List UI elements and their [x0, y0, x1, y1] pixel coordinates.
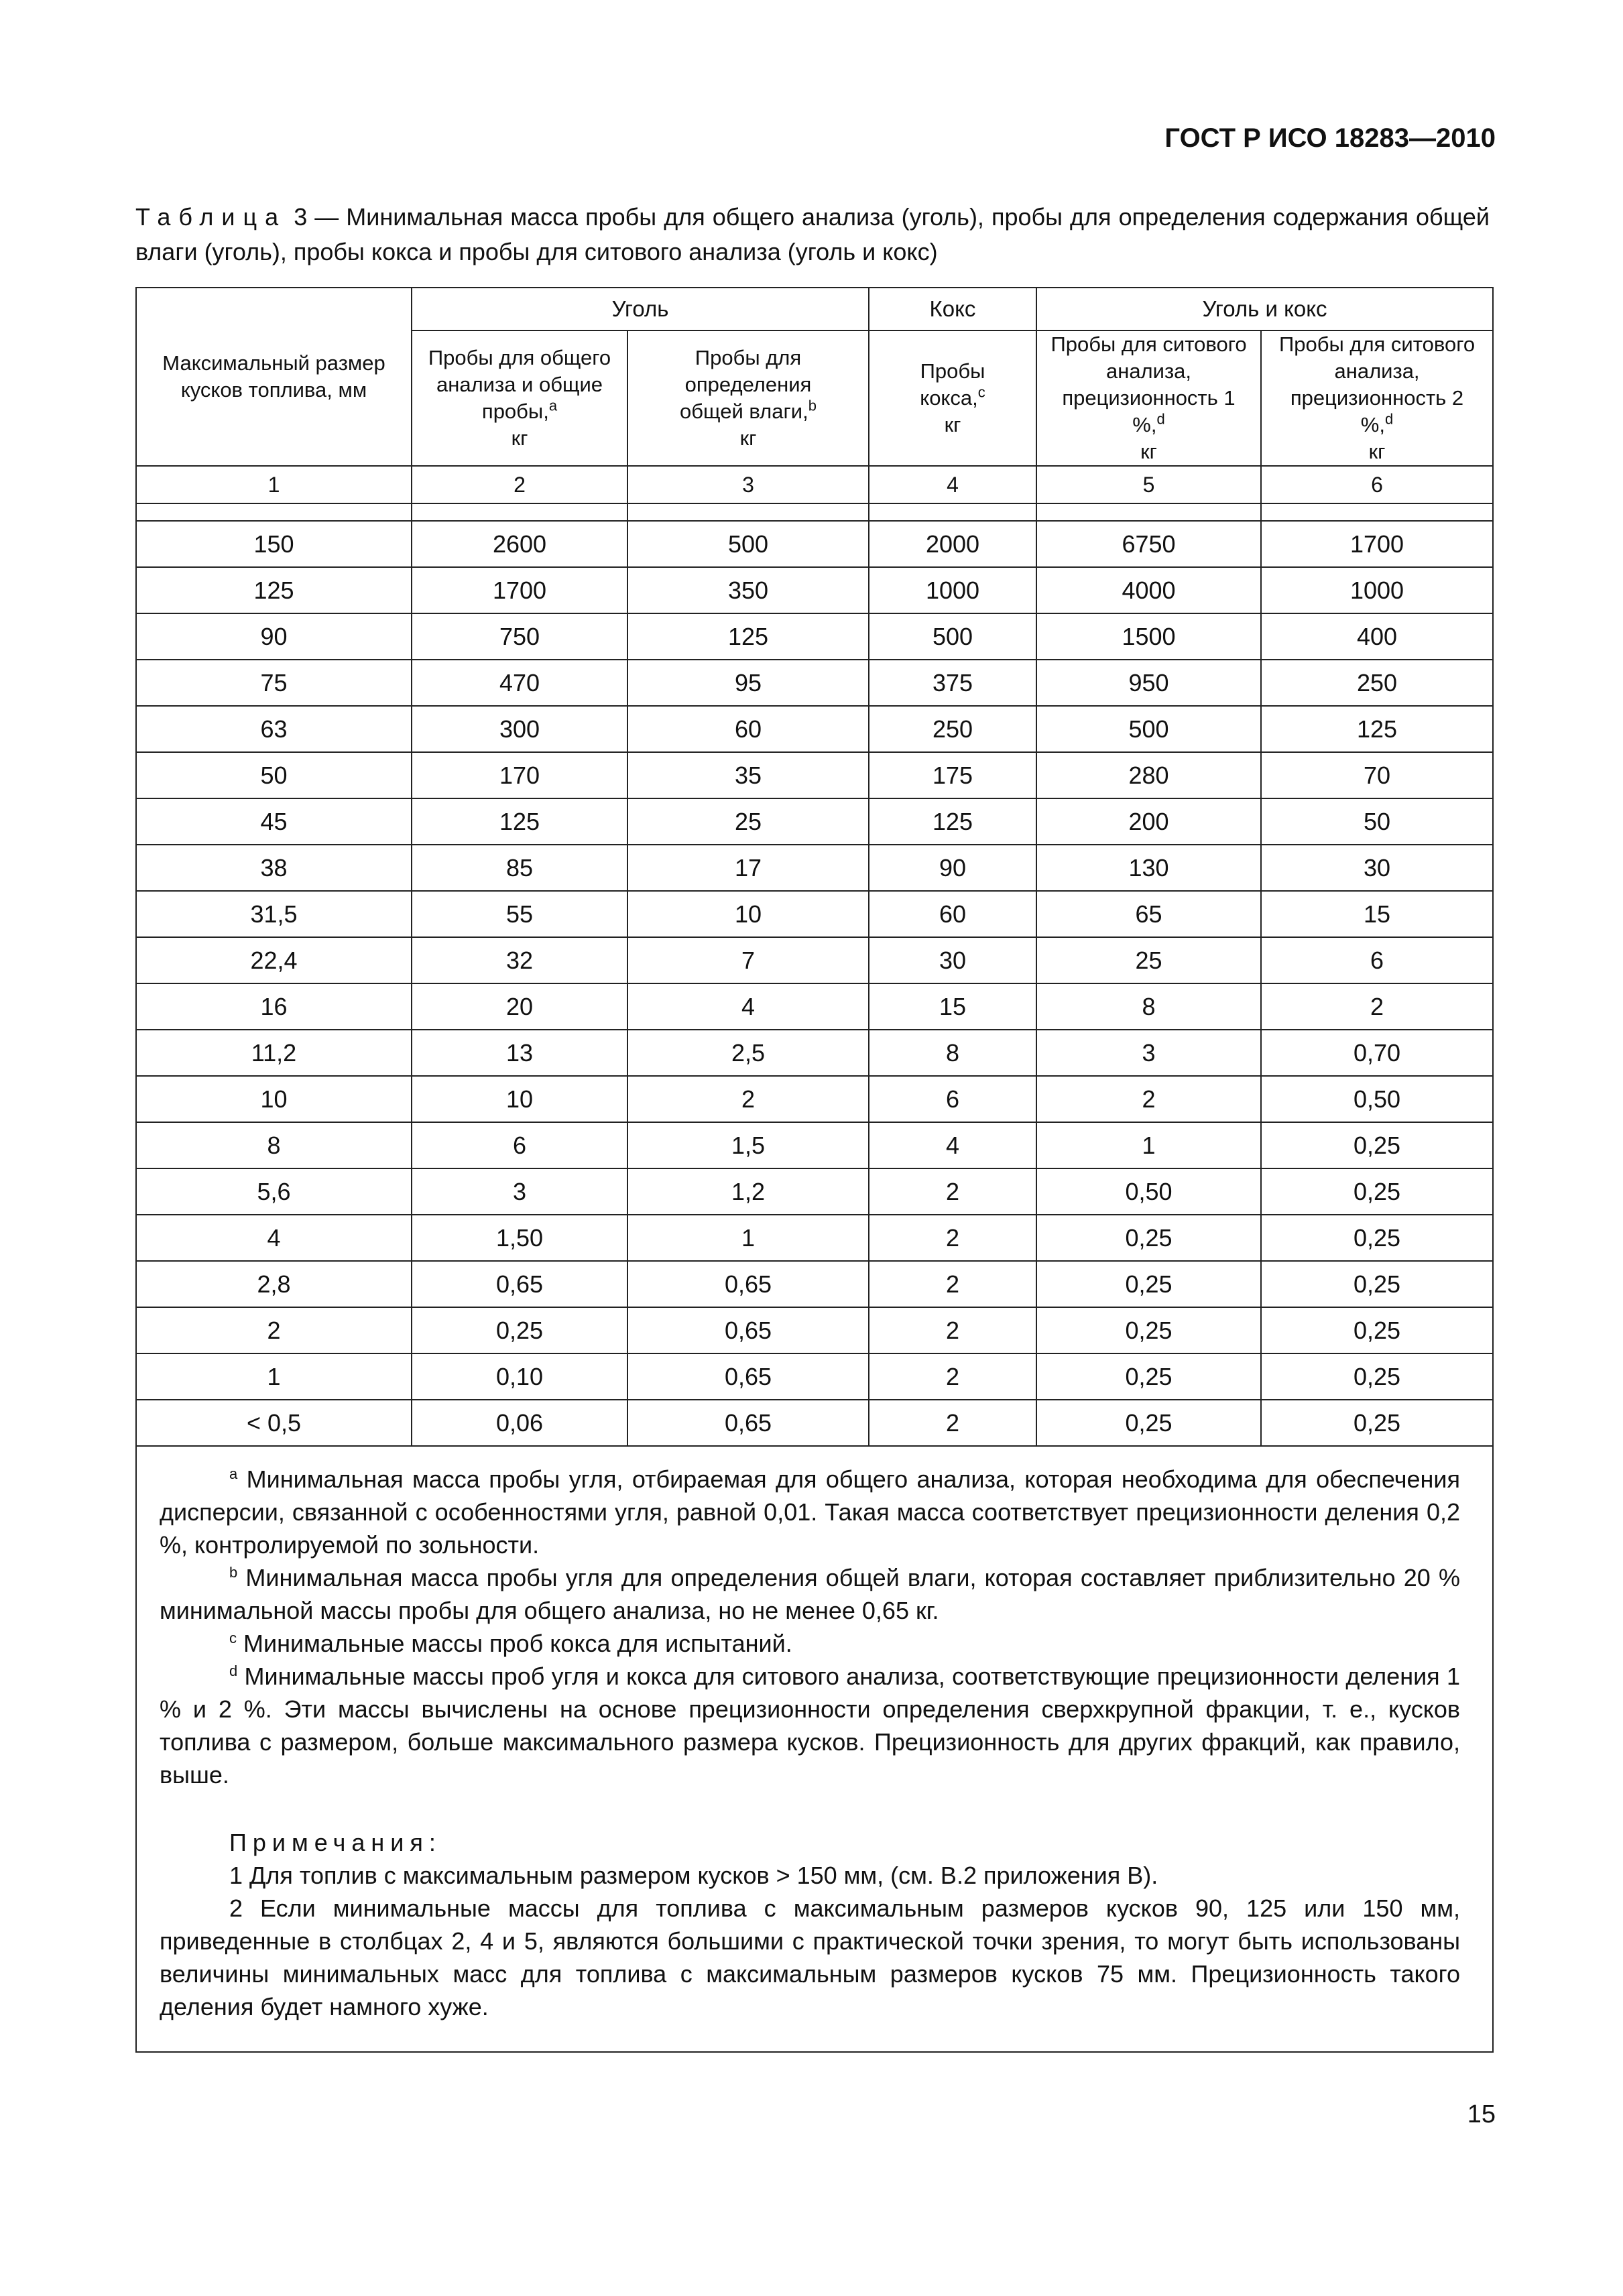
table-cell: 50 — [1261, 798, 1492, 845]
footnote-text: Минимальные массы проб угля и кокса для ситового анализа, соответствующие прецизионности деления 1 % и 2 %. Эти массы вычислены на основе прецизионности определения сверхкрупной фракции, т. е., кусков топлива с размером, больше максимального размера кусков. Прецизионность для других фракций, как правило, выше. — [160, 1663, 1460, 1789]
table-cell: 0,10 — [412, 1353, 627, 1400]
table-cell: 3 — [1036, 1030, 1261, 1076]
table-cell: 1,5 — [627, 1122, 869, 1168]
footnote-mark: d — [1384, 410, 1394, 428]
table-row — [137, 706, 1492, 752]
table-cell: 8 — [869, 1030, 1036, 1076]
table-cell: 470 — [412, 660, 627, 706]
table-cell: 1000 — [1261, 567, 1492, 613]
table-cell: 125 — [137, 567, 412, 613]
table-cell: 125 — [412, 798, 627, 845]
footnote-text: Минимальные массы проб кокса для испытаний. — [237, 1630, 792, 1657]
table-cell: 1 — [627, 1215, 869, 1261]
table-cell: 0,25 — [1261, 1122, 1492, 1168]
table-cell: 250 — [869, 706, 1036, 752]
col-header-coke-samples — [869, 330, 1036, 466]
table-row — [137, 752, 1492, 798]
table-cell: 1500 — [1036, 613, 1261, 660]
table-row — [137, 798, 1492, 845]
table-cell: 0,25 — [1036, 1307, 1261, 1353]
footnote-mark: b — [808, 397, 817, 414]
table-cell: 0,06 — [412, 1400, 627, 1446]
table-cell: 38 — [137, 845, 412, 891]
column-number: 4 — [869, 466, 1036, 503]
table-cell: 2 — [1036, 1076, 1261, 1122]
table-cell: 10 — [412, 1076, 627, 1122]
table-cell: 1700 — [1261, 521, 1492, 567]
table-cell: 0,65 — [627, 1261, 869, 1307]
document-code: ГОСТ Р ИСО 18283—2010 — [1164, 123, 1496, 153]
table-cell: 0,65 — [627, 1353, 869, 1400]
group-header-coal-and-coke: Уголь и кокс — [1036, 288, 1492, 330]
caption-text: 3 — Минимальная масса пробы для общего анализа (уголь), пробы для определения содержания общей влаги (уголь), пробы кокса и пробы для ситового анализа (уголь и кокс) — [135, 203, 1490, 265]
table-cell: 0,25 — [1261, 1400, 1492, 1446]
table-cell: 0,25 — [1036, 1353, 1261, 1400]
table-row — [137, 1122, 1492, 1168]
table-cell: 0,25 — [1261, 1261, 1492, 1307]
table-row — [137, 1261, 1492, 1307]
table-cell: 125 — [869, 798, 1036, 845]
table-cell: 350 — [627, 567, 869, 613]
footnote-mark: a — [229, 1465, 238, 1482]
table-cell: 2,5 — [627, 1030, 869, 1076]
table-row — [137, 660, 1492, 706]
subheader-text: Пробы для ситового анализа, прецизионность 2 %, — [1278, 333, 1476, 436]
table-cell: 250 — [1261, 660, 1492, 706]
table-cell: 90 — [869, 845, 1036, 891]
table-cell: 50 — [137, 752, 412, 798]
col-header-general-analysis — [412, 330, 627, 466]
table-cell: 0,25 — [1036, 1215, 1261, 1261]
subheader-text: Пробы для общего анализа и общие пробы, — [428, 346, 611, 423]
table-cell: 500 — [627, 521, 869, 567]
table-cell: 1,2 — [627, 1168, 869, 1215]
table-cell: 170 — [412, 752, 627, 798]
table-cell: 750 — [412, 613, 627, 660]
table-cell: 22,4 — [137, 937, 412, 983]
table-cell: 0,25 — [1036, 1400, 1261, 1446]
table-cell: 1,50 — [412, 1215, 627, 1261]
footnote-mark: a — [548, 397, 558, 414]
column-number: 6 — [1261, 466, 1492, 503]
table-cell: 500 — [869, 613, 1036, 660]
group-header-coke: Кокс — [869, 288, 1036, 330]
table-cell: 63 — [137, 706, 412, 752]
table-cell: 95 — [627, 660, 869, 706]
table-caption — [135, 200, 1490, 269]
table-row — [137, 567, 1492, 613]
subheader-unit: кг — [739, 426, 757, 450]
table-cell: 1000 — [869, 567, 1036, 613]
table-cell: 11,2 — [137, 1030, 412, 1076]
table-cell: 0,65 — [412, 1261, 627, 1307]
table-cell: 7 — [627, 937, 869, 983]
column-number: 5 — [1036, 466, 1261, 503]
table-cell: 30 — [869, 937, 1036, 983]
note-item: 2 Если минимальные массы для топлива с максимальным размеров кусков 90, 125 или 150 мм, приведенные в столбцах 2, 4 и 5, являются большими с практической точки зрения, то могут быть использованы величины минимальных масс для топлива с максимальным размеров кусков 75 мм. Прецизионность такого деления будет намного хуже. — [160, 1894, 1460, 2020]
note-item: 1 Для топлив с максимальным размером кусков > 150 мм, (см. В.2 приложения В). — [229, 1862, 1158, 1889]
table-row — [137, 983, 1492, 1030]
table-cell: 950 — [1036, 660, 1261, 706]
footnote-c — [160, 1627, 1460, 1660]
table-cell: 175 — [869, 752, 1036, 798]
table-cell: 60 — [869, 891, 1036, 937]
table-cell: 6750 — [1036, 521, 1261, 567]
footnote-mark: c — [229, 1630, 237, 1646]
table-cell: 13 — [412, 1030, 627, 1076]
column-number: 3 — [627, 466, 869, 503]
table-cell: 280 — [1036, 752, 1261, 798]
table-cell: 1 — [137, 1353, 412, 1400]
data-table — [137, 288, 1492, 1447]
table-cell: 2600 — [412, 521, 627, 567]
table-cell: 4000 — [1036, 567, 1261, 613]
col-header-total-moisture — [627, 330, 869, 466]
table-body — [137, 521, 1492, 1446]
table-cell: 20 — [412, 983, 627, 1030]
footnote-mark: d — [229, 1663, 238, 1679]
table-row — [137, 521, 1492, 567]
table-cell: 2000 — [869, 521, 1036, 567]
footnote-b — [160, 1561, 1460, 1627]
table-cell: 2 — [869, 1215, 1036, 1261]
table-cell: 8 — [1036, 983, 1261, 1030]
table-cell: 125 — [627, 613, 869, 660]
table-cell: 0,65 — [627, 1400, 869, 1446]
footnote-mark: b — [229, 1564, 238, 1581]
table-cell: 300 — [412, 706, 627, 752]
table-cell: 2 — [869, 1261, 1036, 1307]
table-cell: 2 — [869, 1307, 1036, 1353]
footnote-text: Минимальная масса пробы угля для определения общей влаги, которая составляет приблизительно 20 % минимальной массы пробы для общего анализа, но не менее 0,65 кг. — [160, 1564, 1460, 1624]
column-number: 2 — [412, 466, 627, 503]
table-cell: 30 — [1261, 845, 1492, 891]
table-cell: 55 — [412, 891, 627, 937]
table-cell: 200 — [1036, 798, 1261, 845]
table-cell: 16 — [137, 983, 412, 1030]
subheader-unit: кг — [944, 413, 961, 436]
table-cell: 32 — [412, 937, 627, 983]
table-cell: 500 — [1036, 706, 1261, 752]
table-cell: 130 — [1036, 845, 1261, 891]
notes-title: Примечания: — [229, 1829, 442, 1856]
subheader-text: Пробы для определения общей влаги, — [680, 346, 812, 423]
table-cell: 15 — [869, 983, 1036, 1030]
table-cell: 2 — [1261, 983, 1492, 1030]
table-cell: 8 — [137, 1122, 412, 1168]
column-number: 1 — [137, 466, 412, 503]
page-number: 15 — [1467, 2100, 1496, 2128]
table-row — [137, 1307, 1492, 1353]
table-cell: 17 — [627, 845, 869, 891]
table-row — [137, 1076, 1492, 1122]
table-cell: 70 — [1261, 752, 1492, 798]
table-cell: 25 — [1036, 937, 1261, 983]
subheader-unit: кг — [1368, 440, 1386, 463]
table-cell: < 0,5 — [137, 1400, 412, 1446]
table-cell: 6 — [1261, 937, 1492, 983]
table-cell: 45 — [137, 798, 412, 845]
table-cell: 1 — [1036, 1122, 1261, 1168]
header-row-groups — [137, 288, 1492, 330]
table-cell: 85 — [412, 845, 627, 891]
table-cell: 10 — [627, 891, 869, 937]
table-cell: 1700 — [412, 567, 627, 613]
table-cell: 10 — [137, 1076, 412, 1122]
footnote-a — [160, 1463, 1460, 1561]
table-cell: 31,5 — [137, 891, 412, 937]
table-cell: 0,25 — [1261, 1215, 1492, 1261]
table-cell: 4 — [627, 983, 869, 1030]
table-cell: 6 — [412, 1122, 627, 1168]
table-row — [137, 937, 1492, 983]
table-cell: 60 — [627, 706, 869, 752]
table-cell: 0,65 — [627, 1307, 869, 1353]
table-cell: 35 — [627, 752, 869, 798]
table-cell: 2 — [869, 1168, 1036, 1215]
table-cell: 150 — [137, 521, 412, 567]
table-cell: 0,25 — [412, 1307, 627, 1353]
subheader-unit: кг — [1140, 440, 1157, 463]
table-row — [137, 1353, 1492, 1400]
table-cell: 0,50 — [1036, 1168, 1261, 1215]
footnotes-block — [160, 1463, 1460, 2023]
table-cell: 400 — [1261, 613, 1492, 660]
subheader-text: Пробы кокса, — [920, 359, 985, 410]
footnote-d — [160, 1660, 1460, 1791]
table-cell: 2,8 — [137, 1261, 412, 1307]
subheader-text: Пробы для ситового анализа, прецизионность 1 %, — [1050, 333, 1247, 436]
table-cell: 0,25 — [1261, 1353, 1492, 1400]
table-cell: 2 — [627, 1076, 869, 1122]
table-row — [137, 1030, 1492, 1076]
table-cell: 65 — [1036, 891, 1261, 937]
table-row — [137, 1400, 1492, 1446]
table-cell: 0,25 — [1261, 1168, 1492, 1215]
table-cell: 3 — [412, 1168, 627, 1215]
table-row — [137, 1168, 1492, 1215]
table-row — [137, 891, 1492, 937]
group-header-coal: Уголь — [412, 288, 869, 330]
table-cell: 0,50 — [1261, 1076, 1492, 1122]
table-cell: 90 — [137, 613, 412, 660]
footnote-mark: d — [1156, 410, 1165, 428]
col-header-max-size: Максимальный размер кусков топлива, мм — [137, 288, 412, 466]
table-cell: 2 — [137, 1307, 412, 1353]
caption-label: Таблица — [135, 203, 287, 231]
subheader-unit: кг — [511, 426, 528, 450]
footnote-mark: c — [977, 383, 985, 401]
table-cell: 5,6 — [137, 1168, 412, 1215]
table-cell: 75 — [137, 660, 412, 706]
table-cell: 15 — [1261, 891, 1492, 937]
table-cell: 6 — [869, 1076, 1036, 1122]
table-cell: 25 — [627, 798, 869, 845]
table-cell: 4 — [137, 1215, 412, 1261]
table-cell: 375 — [869, 660, 1036, 706]
table-cell: 0,25 — [1261, 1307, 1492, 1353]
table-cell: 2 — [869, 1353, 1036, 1400]
column-number-row — [137, 466, 1492, 503]
table-row — [137, 613, 1492, 660]
table-cell: 4 — [869, 1122, 1036, 1168]
table-cell: 125 — [1261, 706, 1492, 752]
table-row — [137, 845, 1492, 891]
table-cell: 0,70 — [1261, 1030, 1492, 1076]
col-header-sieve-1pct — [1036, 330, 1261, 466]
col-header-sieve-2pct — [1261, 330, 1492, 466]
footnote-text: Минимальная масса пробы угля, отбираемая для общего анализа, которая необходима для обеспечения дисперсии, связанной с особенностями угля, равной 0,01. Такая масса соответствует прецизионности деления 0,2 %, контролируемой по зольности. — [160, 1465, 1460, 1559]
table-row — [137, 1215, 1492, 1261]
table-cell: 2 — [869, 1400, 1036, 1446]
table-cell: 0,25 — [1036, 1261, 1261, 1307]
spacer-row — [137, 503, 1492, 521]
